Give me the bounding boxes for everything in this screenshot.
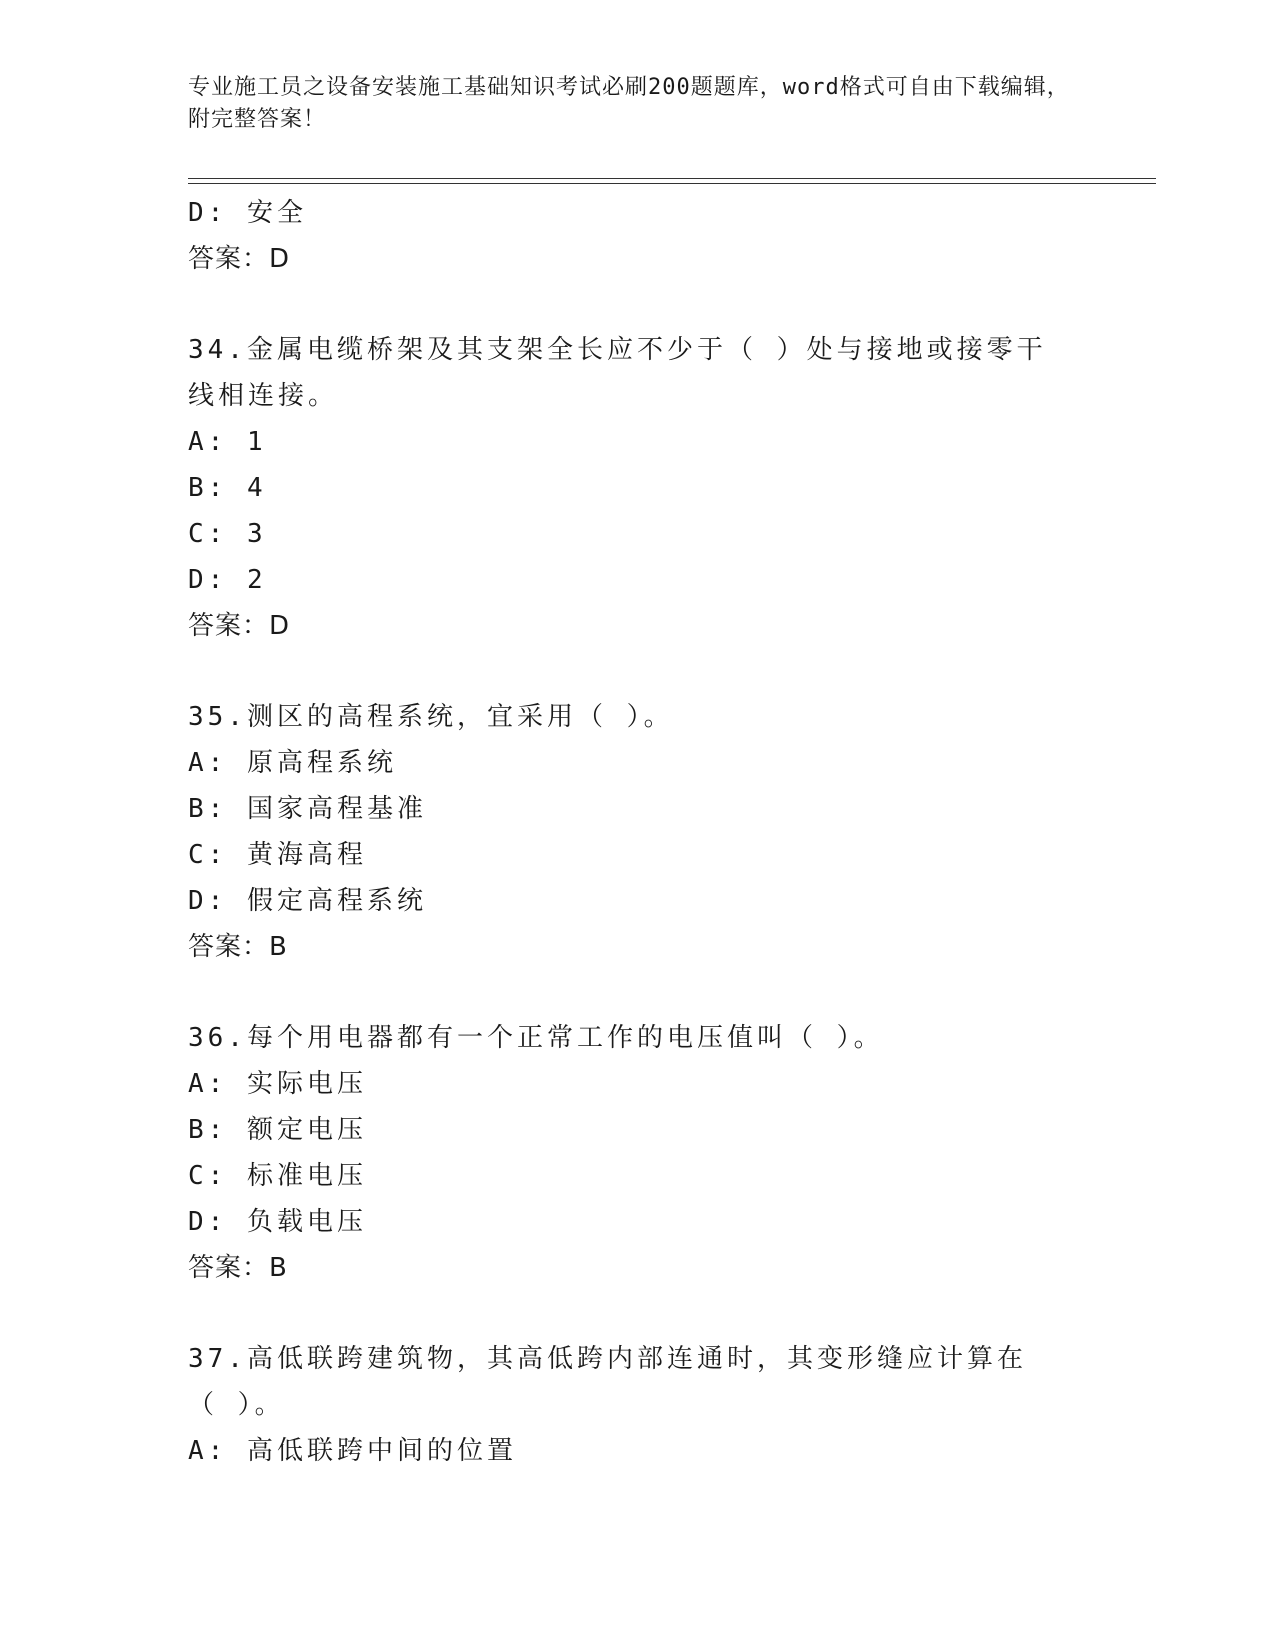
option-b: B: 4	[188, 473, 267, 503]
option-c: C: 标准电压	[188, 1161, 367, 1191]
answer-label: 答案：B	[188, 1253, 288, 1283]
header-rule-bottom	[188, 183, 1156, 184]
document-header: 专业施工员之设备安装施工基础知识考试必刷200题题库，word格式可自由下载编辑，附完整答案！	[188, 75, 1070, 132]
question-34: 34.金属电缆桥架及其支架全长应不少于（ ）处与接地或接零干线相连接。	[188, 335, 1047, 411]
option-c: C: 3	[188, 519, 267, 549]
question-37: 37.高低联跨建筑物，其高低跨内部连通时，其变形缝应计算在（ ）。	[188, 1344, 1027, 1420]
question-36: 36.每个用电器都有一个正常工作的电压值叫（ ）。	[188, 1023, 884, 1053]
answer-label: 答案：B	[188, 932, 288, 962]
option-a: A: 1	[188, 427, 267, 457]
answer-label: 答案：D	[188, 244, 291, 274]
option-d: D: 假定高程系统	[188, 886, 427, 916]
option-b: B: 额定电压	[188, 1115, 367, 1145]
header-rule-top	[188, 178, 1156, 179]
option-a: A: 高低联跨中间的位置	[188, 1436, 517, 1466]
question-list	[188, 190, 1088, 1474]
option-d: D: 负载电压	[188, 1207, 367, 1237]
option-a: A: 原高程系统	[188, 748, 397, 778]
option-a: A: 实际电压	[188, 1069, 367, 1099]
answer-label: 答案：D	[188, 611, 291, 641]
option-b: B: 国家高程基准	[188, 794, 427, 824]
question-35: 35.测区的高程系统，宜采用（ ）。	[188, 702, 674, 732]
option-c: C: 黄海高程	[188, 840, 367, 870]
option-d: D: 2	[188, 565, 267, 595]
option-d: D: 安全	[188, 198, 307, 228]
